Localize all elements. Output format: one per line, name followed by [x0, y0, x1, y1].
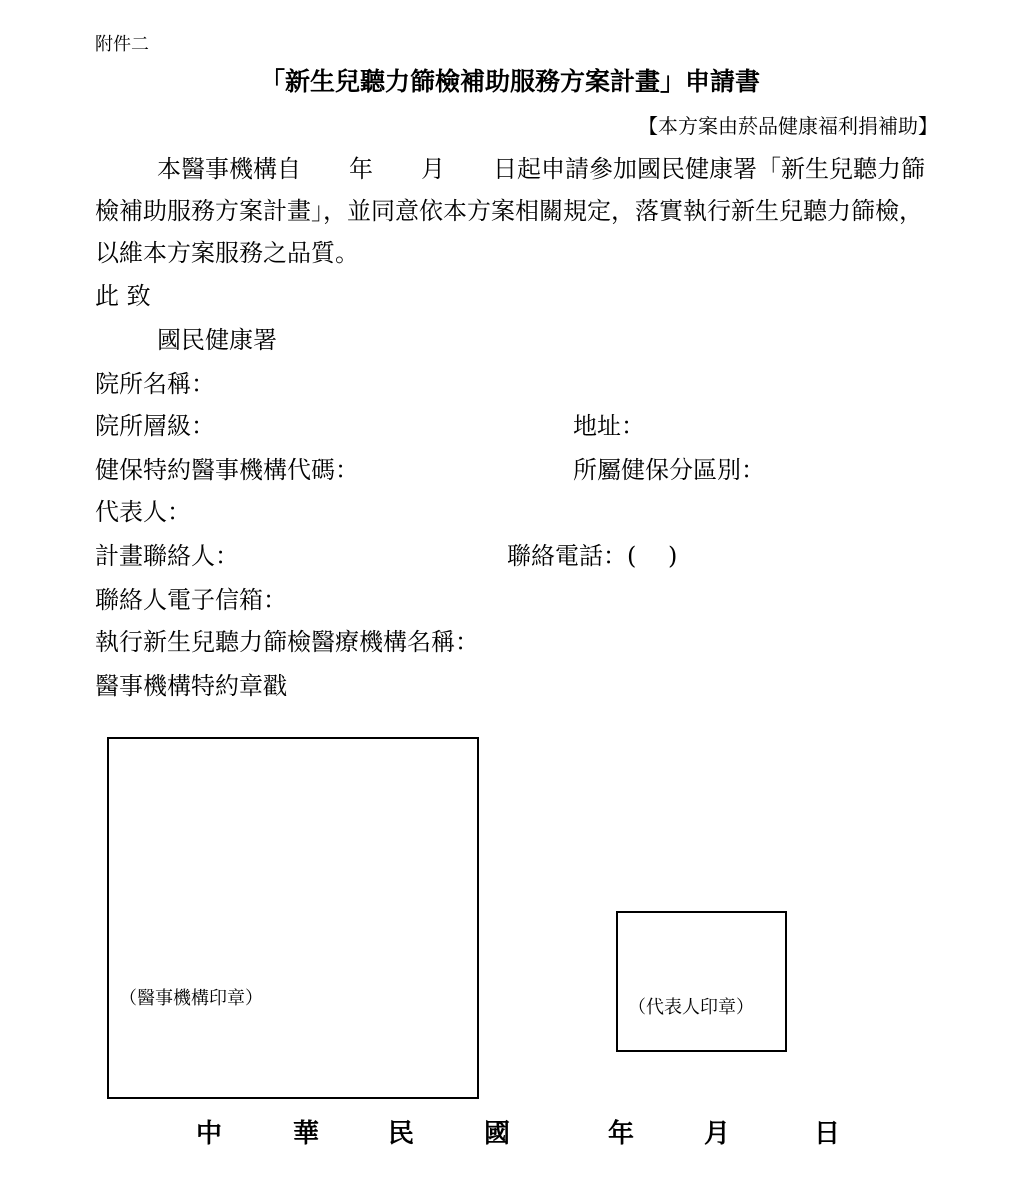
institution-name-field[interactable]: 院所名稱： [95, 370, 215, 398]
representative-seal-box[interactable] [616, 911, 787, 1052]
representative-field[interactable]: 代表人： [95, 498, 191, 526]
address-field[interactable]: 地址： [573, 412, 645, 440]
recipient: 國民健康署 [157, 326, 277, 354]
date-char-guo: 國 [484, 1119, 511, 1149]
date-month-label: 月 [704, 1119, 731, 1149]
date-char-min: 民 [388, 1119, 415, 1149]
institution-level-field[interactable]: 院所層級： [95, 412, 215, 440]
contact-phone-field[interactable]: 聯絡電話：( ) [507, 542, 678, 570]
insurance-district-field[interactable]: 所屬健保分區別： [573, 456, 765, 484]
funding-note: 【本方案由菸品健康福利捐補助】 [638, 114, 938, 138]
date-year-label: 年 [608, 1119, 635, 1149]
attachment-label: 附件二 [95, 34, 149, 55]
statement-rest: 日起申請參加國民健康署「新生兒聽力篩檢補助服務方案計畫」，並同意依本方案相關規定，落實執行新生兒聽力篩檢，以維本方案服務之品質。 [95, 155, 925, 267]
institution-seal-box[interactable] [107, 737, 479, 1099]
document-title: 「新生兒聽力篩檢補助服務方案計畫」申請書 [259, 67, 760, 96]
statement-month: 月 [421, 155, 445, 183]
salutation: 此 致 [95, 282, 151, 310]
date-char-zhong: 中 [196, 1119, 223, 1149]
contact-person-field[interactable]: 計畫聯絡人： [95, 542, 239, 570]
insurance-code-field[interactable]: 健保特約醫事機構代碼： [95, 456, 359, 484]
date-char-hua: 華 [293, 1119, 320, 1149]
representative-seal-label: （代表人印章） [628, 997, 754, 1018]
contact-email-field[interactable]: 聯絡人電子信箱： [95, 586, 287, 614]
statement-start: 本醫事機構自 [157, 155, 301, 183]
date-day-label: 日 [814, 1119, 841, 1149]
stamp-heading: 醫事機構特約章戳 [95, 672, 287, 700]
institution-seal-label: （醫事機構印章） [119, 988, 263, 1009]
application-statement [95, 148, 945, 274]
executing-institution-field[interactable]: 執行新生兒聽力篩檢醫療機構名稱： [95, 628, 479, 656]
statement-year: 年 [349, 155, 373, 183]
